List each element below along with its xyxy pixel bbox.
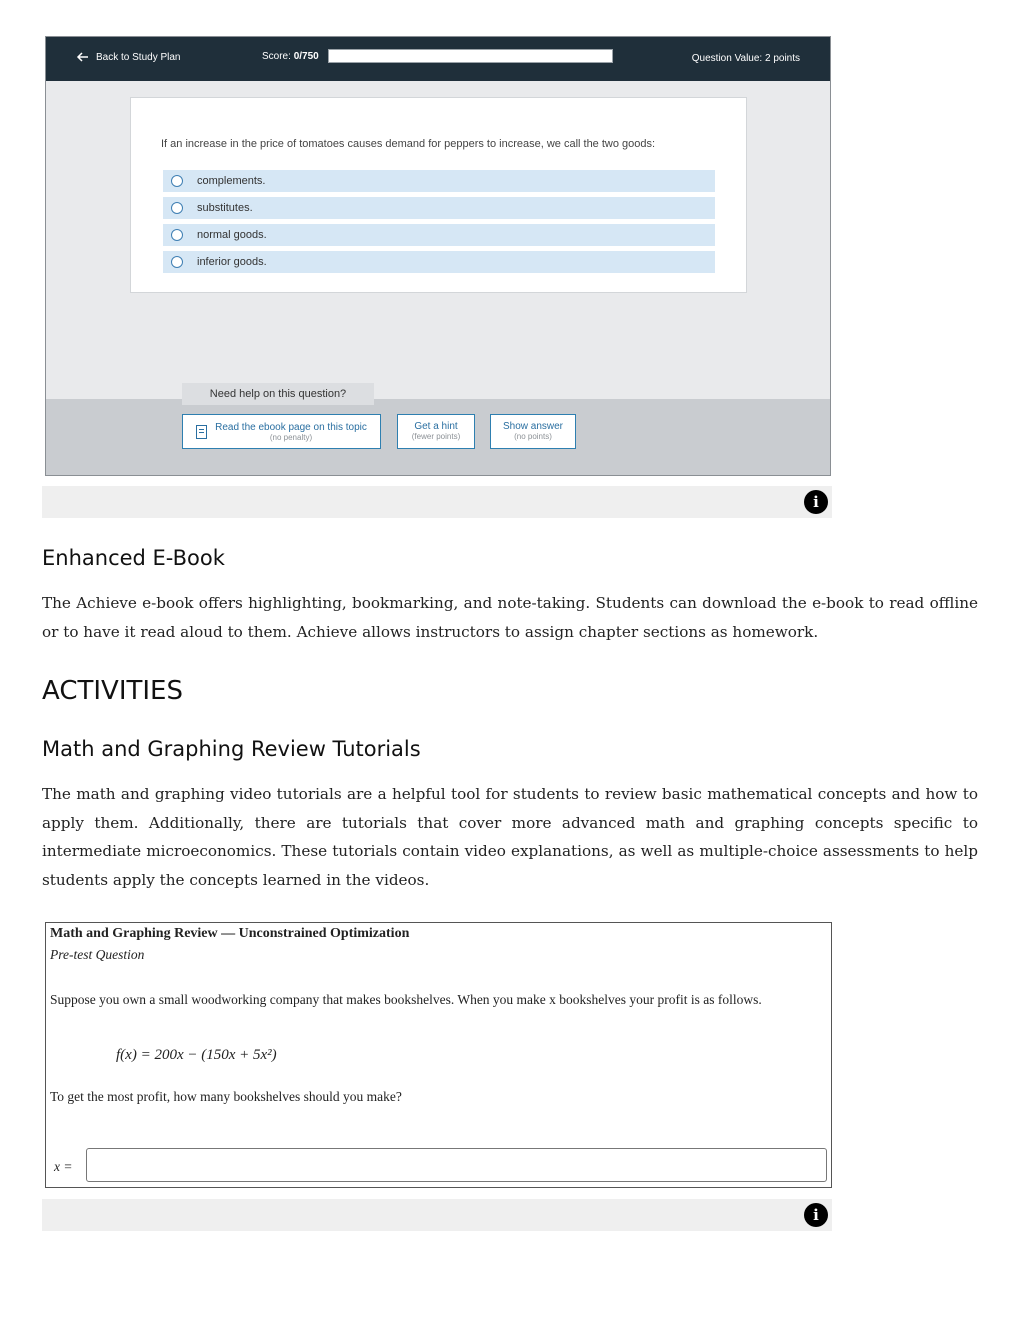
answer-button-sub: (no points) [514, 432, 552, 441]
answer-choices [163, 170, 715, 278]
radio-button[interactable] [171, 229, 183, 241]
choice-complements[interactable] [163, 170, 715, 192]
radio-button[interactable] [171, 256, 183, 268]
radio-button[interactable] [171, 175, 183, 187]
ebook-heading: Enhanced E-Book [42, 546, 225, 570]
question-value: Question Value: 2 points [691, 53, 800, 64]
document-icon [196, 425, 207, 439]
review-question: Suppose you own a small woodworking company that makes bookshelves. When you make x bookshelves your profit is as follows. [50, 992, 762, 1007]
math-heading: Math and Graphing Review Tutorials [42, 737, 421, 761]
quiz-screenshot [45, 36, 831, 476]
choice-label: normal goods. [197, 229, 267, 241]
score-progress-bar [328, 49, 613, 63]
get-hint-button[interactable] [397, 414, 475, 449]
back-label: Back to Study Plan [96, 51, 181, 63]
question-text: If an increase in the price of tomatoes causes demand for peppers to increase, we call the two goods: [161, 138, 656, 150]
radio-button[interactable] [171, 202, 183, 214]
ebook-button-label: Read the ebook page on this topic [215, 421, 367, 433]
app-header [46, 37, 830, 81]
activities-heading: ACTIVITIES [42, 676, 183, 706]
hint-button-label: Get a hint [414, 421, 458, 432]
choice-label: complements. [197, 175, 266, 187]
info-icon[interactable]: i [804, 490, 828, 514]
review-title: Math and Graphing Review — Unconstrained Optimization [50, 926, 410, 941]
info-icon[interactable]: i [804, 1203, 828, 1227]
hint-button-sub: (fewer points) [411, 432, 461, 441]
ebook-paragraph: The Achieve e-book offers highlighting, bookmarking, and note-taking. Students can download the e-book to read offline or to have it read aloud to them. Achieve allows instructors to assign chapter sections as homework. [42, 594, 978, 641]
review-subtitle: Pre-test Question [50, 947, 145, 962]
choice-normal-goods[interactable] [163, 224, 715, 246]
back-to-study-plan-link[interactable] [76, 50, 181, 64]
answer-label: x = [54, 1159, 73, 1174]
help-title: Need help on this question? [182, 383, 374, 405]
choice-substitutes[interactable] [163, 197, 715, 219]
review-ask: To get the most profit, how many bookshelves should you make? [50, 1089, 402, 1104]
score-value: 0/750 [293, 51, 319, 62]
question-card [130, 97, 747, 293]
choice-inferior-goods[interactable] [163, 251, 715, 273]
score-label: Score: [262, 51, 291, 62]
read-ebook-button[interactable] [182, 414, 381, 449]
math-review-screenshot [45, 922, 832, 1188]
score-display [262, 51, 319, 62]
ebook-button-sub: (no penalty) [269, 432, 313, 442]
choice-label: substitutes. [197, 202, 253, 214]
show-answer-button[interactable] [490, 414, 576, 449]
arrow-left-icon [76, 50, 90, 64]
answer-input[interactable] [86, 1148, 827, 1182]
choice-label: inferior goods. [197, 256, 267, 268]
image-caption-bar [42, 1199, 832, 1231]
image-caption-bar [42, 486, 832, 518]
answer-button-label: Show answer [502, 421, 564, 432]
profit-equation: f(x) = 200x − (150x + 5x²) [116, 1047, 277, 1063]
math-paragraph: The math and graphing video tutorials are a helpful tool for students to review basic mathematical concepts and how to apply them. Additionally, there are tutorials that cover more advanced math and graphing concepts specific to intermediate microeconomics. These tutorials contain video explanations, as well as multiple-choice assessments to help students apply the concepts learned in the videos. [42, 785, 978, 889]
